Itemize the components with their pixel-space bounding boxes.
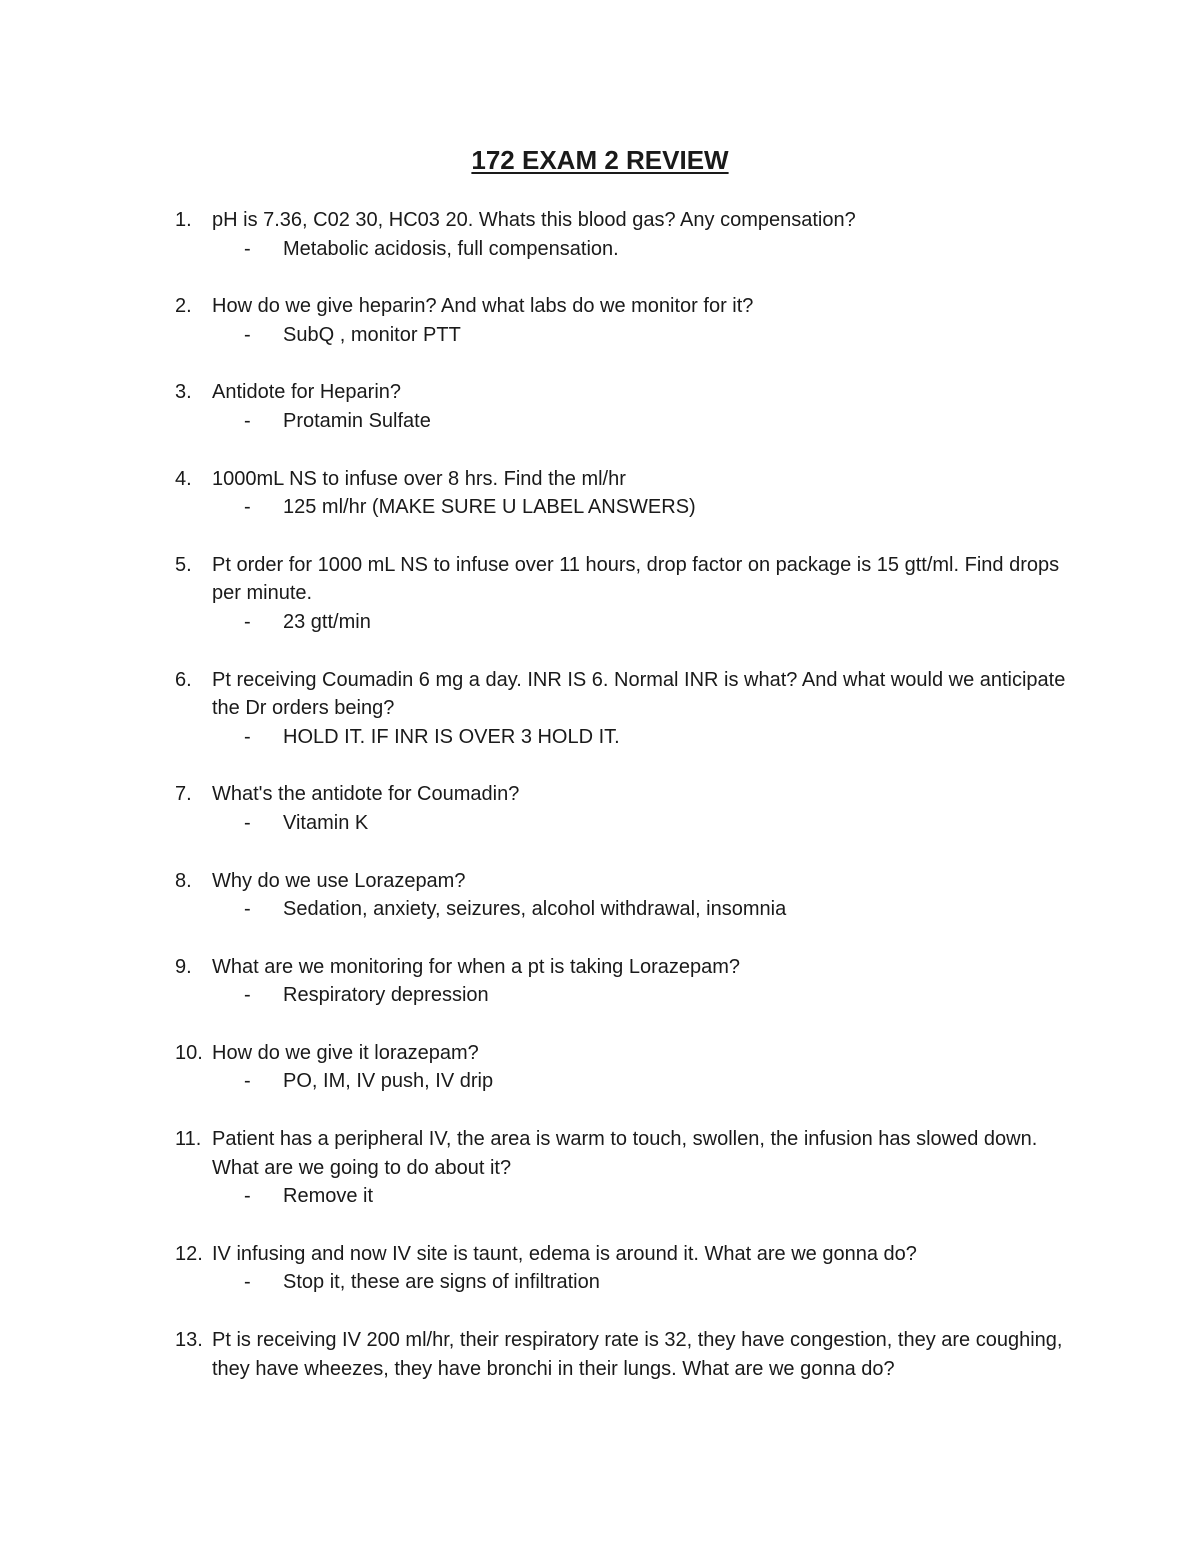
list-item [0,1125,1200,1211]
question-text: What's the antidote for Coumadin? [212,783,520,806]
answer [0,608,1200,637]
item-number: 8. [175,869,192,892]
question [0,666,1072,723]
list-item [0,292,1200,349]
question [0,292,1072,321]
answer-text: Vitamin K [283,811,369,834]
bullet-dash: - [244,610,251,633]
bullet-dash: - [244,237,251,260]
question [0,465,1072,494]
bullet-dash: - [244,1070,251,1093]
list-item [0,1326,1200,1383]
answer-text: SubQ , monitor PTT [283,323,461,346]
answer [0,1182,1200,1211]
answer [0,809,1200,838]
question-text: Pt is receiving IV 200 ml/hr, their respiratory rate is 32, they have congestion, they are coughing, they have wheezes, they have bronchi in their lungs. What are we gonna do? [212,1329,1063,1380]
answer [0,1268,1200,1297]
item-number: 5. [175,553,192,576]
question-list [0,206,1200,1412]
question-text: Pt order for 1000 mL NS to infuse over 11 hours, drop factor on package is 15 gtt/ml. Find drops per minute. [212,553,1060,605]
item-number: 11. [175,1128,202,1151]
answer [0,321,1200,350]
question [0,378,1072,407]
item-number: 7. [175,783,192,806]
bullet-dash: - [244,1185,251,1208]
item-number: 6. [175,668,192,691]
answer [0,235,1200,264]
question-text: 1000mL NS to infuse over 8 hrs. Find the ml/hr [212,467,626,490]
list-item [0,1039,1200,1096]
question-text: What are we monitoring for when a pt is taking Lorazepam? [212,955,741,978]
question [0,867,1072,896]
answer [0,1067,1200,1096]
question-text: pH is 7.36, C02 30, HC03 20. Whats this blood gas? Any compensation? [212,209,856,231]
question [0,1125,1072,1182]
list-item [0,206,1200,263]
answer [0,723,1200,752]
answer [0,493,1200,522]
bullet-dash: - [244,984,251,1007]
question [0,1039,1072,1068]
answer [0,895,1200,924]
question [0,206,1072,235]
question-text: Pt receiving Coumadin 6 mg a day. INR IS 6. Normal INR is what? And what would we anticipate the Dr orders being? [212,668,1066,720]
question-text: How do we give it lorazepam? [212,1041,479,1064]
list-item [0,1240,1200,1297]
answer-text: 23 gtt/min [283,610,371,633]
item-number: 3. [175,381,192,404]
list-item [0,465,1200,522]
answer-text: Respiratory depression [283,984,489,1007]
bullet-dash: - [244,898,251,921]
question-text: Why do we use Lorazepam? [212,869,466,892]
answer [0,407,1200,436]
answer-text: Metabolic acidosis, full compensation. [283,237,619,260]
question [0,1326,1072,1383]
list-item [0,780,1200,837]
item-number: 9. [175,955,192,978]
list-item [0,867,1200,924]
item-number: 10. [175,1041,203,1064]
bullet-dash: - [244,323,251,346]
page-title: 172 EXAM 2 REVIEW [471,145,729,175]
bullet-dash: - [244,811,251,834]
bullet-dash: - [244,725,251,748]
list-item [0,666,1200,752]
list-item [0,953,1200,1010]
question-text: Patient has a peripheral IV, the area is warm to touch, swollen, the infusion has slowed down. What are we going to do about it? [212,1128,1038,1179]
answer-text: Stop it, these are signs of infiltration [283,1271,600,1294]
item-number: 13. [175,1329,203,1352]
answer-text: PO, IM, IV push, IV drip [283,1070,494,1093]
question [0,780,1072,809]
answer-text: Remove it [283,1185,374,1208]
question-text: How do we give heparin? And what labs do we monitor for it? [212,295,754,318]
question [0,953,1072,982]
list-item [0,378,1200,435]
item-number: 12. [175,1242,203,1265]
item-number: 4. [175,467,192,490]
answer [0,981,1200,1010]
bullet-dash: - [244,496,251,519]
item-number: 1. [175,209,192,231]
answer-text: Sedation, anxiety, seizures, alcohol withdrawal, insomnia [283,898,787,921]
bullet-dash: - [244,409,251,432]
answer-text: 125 ml/hr (MAKE SURE U LABEL ANSWERS) [283,496,696,519]
question [0,551,1072,608]
answer-text: Protamin Sulfate [283,409,431,432]
question-text: IV infusing and now IV site is taunt, edema is around it. What are we gonna do? [212,1242,917,1265]
question [0,1240,1072,1269]
answer-text: HOLD IT. IF INR IS OVER 3 HOLD IT. [283,725,620,748]
bullet-dash: - [244,1271,251,1294]
item-number: 2. [175,295,192,318]
list-item [0,551,1200,637]
question-text: Antidote for Heparin? [212,381,402,404]
